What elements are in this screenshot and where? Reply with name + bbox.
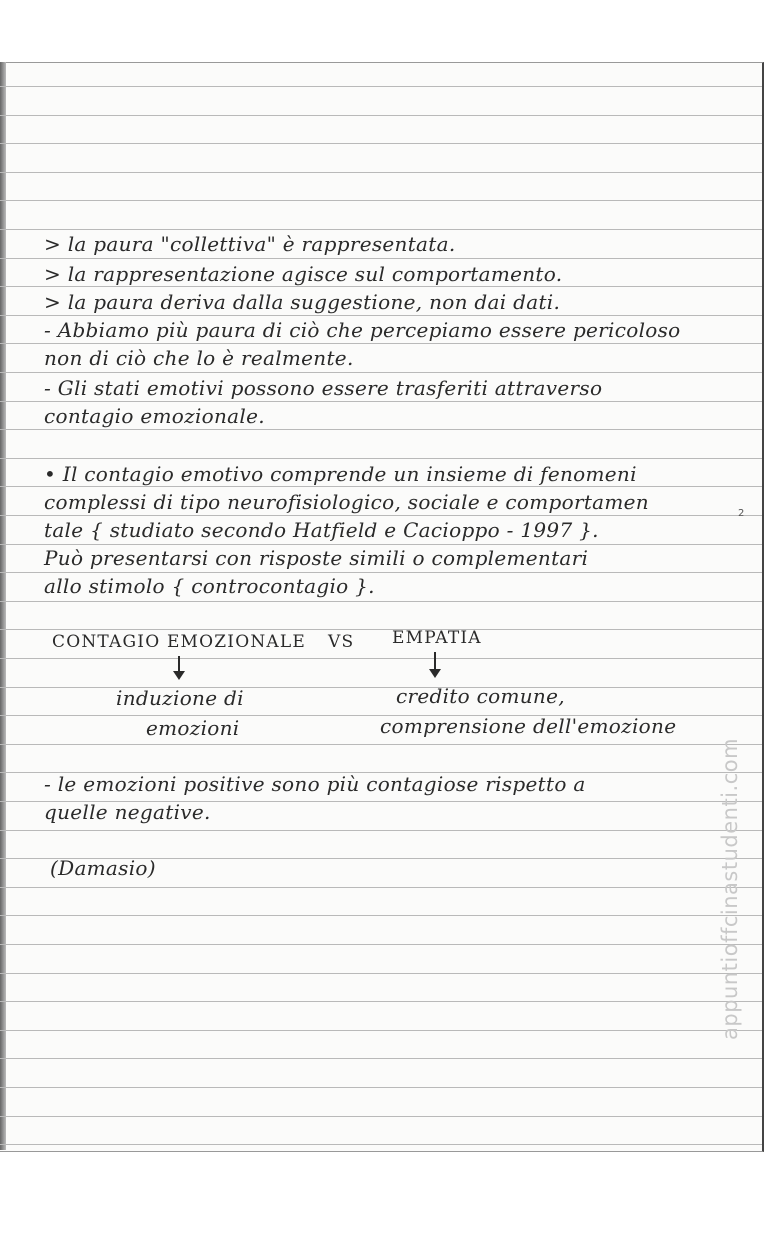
heading-vs: VS (328, 632, 355, 652)
down-arrow-icon (178, 656, 180, 678)
ruled-line (0, 458, 762, 459)
ruled-line (0, 973, 762, 974)
heading-contagio: CONTAGIO EMOZIONALE (52, 632, 307, 652)
note-line: > la paura "collettiva" è rappresentata. (44, 232, 456, 256)
watermark: appuntioffcinastudenti.com (718, 737, 742, 1040)
note-line: • Il contagio emotivo comprende un insieme di fenomeni (44, 462, 637, 486)
ruled-line (0, 229, 762, 230)
ruled-line (0, 1087, 762, 1088)
note-line: tale { studiato secondo Hatfield e Cacioppo - 1997 }. (44, 518, 599, 542)
ruled-line (0, 343, 762, 344)
ruled-line (0, 286, 762, 287)
definition-line: emozioni (146, 716, 240, 740)
ruled-line (0, 372, 762, 373)
note-line: Può presentarsi con risposte simili o complementari (44, 546, 589, 570)
note-line: - le emozioni positive sono più contagiose rispetto a (44, 772, 586, 796)
ruled-line (0, 944, 762, 945)
page-number: 2 (738, 508, 745, 519)
definition-line: credito comune, (396, 684, 565, 708)
note-line: allo stimolo { controcontagio }. (44, 574, 375, 598)
definition-line: comprensione dell'emozione (380, 714, 677, 738)
ruled-line (0, 86, 762, 87)
notebook-sheet (0, 62, 764, 1152)
note-line: contagio emozionale. (44, 404, 265, 428)
ruled-line (0, 172, 762, 173)
ruled-line (0, 1144, 762, 1145)
ruled-line (0, 601, 762, 602)
ruled-line (0, 515, 762, 516)
definition-line: induzione di (116, 686, 244, 710)
ruled-line (0, 115, 762, 116)
ruled-line (0, 572, 762, 573)
note-line: > la paura deriva dalla suggestione, non dai dati. (44, 290, 561, 314)
ruled-line (0, 629, 762, 630)
note-line: - Gli stati emotivi possono essere trasferiti attraverso (44, 376, 603, 400)
heading-empatia: EMPATIA (392, 628, 482, 648)
ruled-line (0, 887, 762, 888)
ruled-line (0, 315, 762, 316)
note-line: - Abbiamo più paura di ciò che percepiamo essere pericoloso (44, 318, 681, 342)
ruled-line (0, 200, 762, 201)
note-line: > la rappresentazione agisce sul comportamento. (44, 262, 563, 286)
ruled-line (0, 830, 762, 831)
ruled-line (0, 258, 762, 259)
ruled-line (0, 687, 762, 688)
note-line: quelle negative. (44, 800, 211, 824)
ruled-line (0, 744, 762, 745)
ruled-line (0, 1001, 762, 1002)
down-arrow-icon (434, 652, 436, 676)
ruled-line (0, 1116, 762, 1117)
notebook-binding (0, 62, 6, 1150)
note-line: (Damasio) (50, 856, 156, 880)
ruled-line (0, 658, 762, 659)
ruled-line (0, 143, 762, 144)
ruled-line (0, 544, 762, 545)
note-line: complessi di tipo neurofisiologico, sociale e comportamen (44, 490, 649, 514)
ruled-line (0, 429, 762, 430)
ruled-line (0, 1030, 762, 1031)
note-line: non di ciò che lo è realmente. (44, 346, 354, 370)
ruled-line (0, 1058, 762, 1059)
ruled-line (0, 915, 762, 916)
ruled-line (0, 486, 762, 487)
ruled-line (0, 401, 762, 402)
